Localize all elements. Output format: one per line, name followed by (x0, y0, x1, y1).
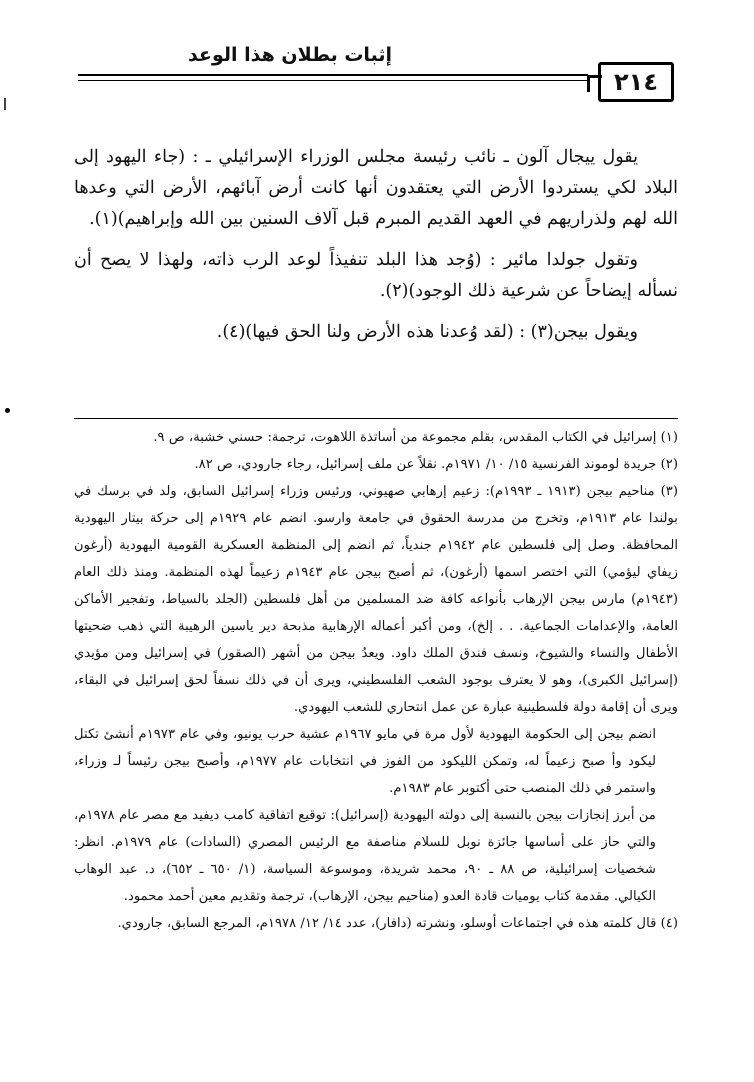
footnote-2: (٢) جريدة لوموند الفرنسية ١٥/ ١٠/ ١٩٧١م. نقلاً عن ملف إسرائيل، رجاء جارودي، ص ٨٢. (194, 457, 678, 472)
margin-dot (5, 408, 10, 413)
running-header-title: إثبات بطلان هذا الوعد (188, 44, 392, 66)
footnote-3-continued: انضم بيجن إلى الحكومة اليهودية لأول مرة في مايو ١٩٦٧م عشية حرب يونيو، وفي عام ١٩٧٣م أنشئ تكتل ليكود وأ صبح زعيماً له، وتمكن الليكود من الفوز في انتخابات عام ١٩٧٧م، وأصبح بيجن رئيساً لـ وزراء، واستمر في ذلك المنصب حتى أكتوبر عام ١٩٨٣م. (74, 727, 656, 796)
paragraph-begin-quote: ويقول بيجن(٣) : (لقد وُعدنا هذه الأرض ولنا الحق فيها)(٤). (216, 322, 638, 342)
footnote-4: (٤) قال كلمته هذه في اجتماعات أوسلو، ونشرته (دافار)، عدد ١٤/ ١٢/ ١٩٧٨م، المرجع السابق، جارودي. (117, 916, 678, 931)
footnote-3: (٣) مناحيم بيجن (١٩١٣ ـ ١٩٩٣م): زعيم إرهابي صهيوني، ورئيس وزراء إسرائيل السابق، ولد في برسك في بولندا عام ١٩١٣م، وتخرج من مدرسة الحقوق في جامعة وارسو. انضم عام ١٩٢٩م إلى حركة بيتار اليهودية المحافظة. وصل إلى فلسطين عام ١٩٤٢م جندياً، ثم انضم إلى المنظمة العسكرية القومية اليهودية (أرغون زيفاي ليؤمي) التي اختصر اسمها (أرغون)، ثم أصبح بيجن عام ١٩٤٣م زعيماً لهذه المنظمة. ومنذ ذلك العام (١٩٤٣م) مارس بيجن الإرهاب بأنواعه كافة ضد المسلمين من أهل فلسطين (الجلد بالسياط، وتفجير الأماكن العامة، والإعدامات الجماعية. . . إلخ)، ومن أكبر أعماله الإرهابية مذبحة دير ياسين الرهيبة التي ذهب ضحيتها الأطفال والنساء والشيوخ، ونسف فندق الملك داود. ويعدُ بيجن من أشهر (الصقور) في إسرائيل ومن مؤيدي (إسرائيل الكبرى)، وهو لا يعترف بوجود الشعب الفلسطيني، ويرى أن في ذلك نسفاً لحق إسرائيل في البقاء، ويرى أن إقامة دولة فلسطينية عبارة عن عمل انتحاري للشعب اليهودي. (74, 484, 678, 715)
main-text (74, 142, 678, 358)
footnote-separator (74, 418, 678, 419)
paragraph-allon-quote: يقول ييجال آلون ـ نائب رئيسة مجلس الوزراء الإسرائيلي ـ : (جاء اليهود إلى البلاد لكي يستردوا الأرض التي يعتقدون أنها كانت أرض آبائهم، الأرض التي وعدها الله لهم ولذراريهم في العهد القديم المبرم قبل آلاف السنين بين الله وإبراهيم)(١). (74, 147, 678, 229)
paragraph-meir-quote: وتقول جولدا مائير : (وُجد هذا البلد تنفيذاً لوعد الرب ذاته، ولهذا لا يصح أن نسأله إيضاحاً عن شرعية ذلك الوجود)(٢). (74, 250, 678, 301)
page-number: ٢١٤ (598, 62, 674, 102)
footnote-3-achievements: من أبرز إنجازات بيجن بالنسبة إلى دولته اليهودية (إسرائيل): توقيع اتفاقية كامب ديفيد مع مصر عام ١٩٧٨م، والتي حاز على أساسها جائزة نوبل للسلام مناصفة مع الرئيس المصري (السادات) عام ١٩٧٩م. انظر: شخصيات إسرائيلية، ص ٨٨ ـ ٩٠، محمد شريدة، وموسوعة السياسة، (١/ ٦٥٠ ـ ٦٥٢)، د. عبد الوهاب الكيالي. مقدمة كتاب يوميات قادة العدو (مناحيم بيجن، الإرهاب)، ترجمة وتقديم معين أحمد محمود. (74, 808, 657, 904)
margin-mark (4, 98, 6, 110)
footnotes (74, 424, 678, 937)
header-rule-thick (78, 74, 588, 76)
footnote-1: (١) إسرائيل في الكتاب المقدس، بقلم مجموعة من أساتذة اللاهوت، ترجمة: حسني خشبة، ص ٩. (153, 430, 678, 445)
header-rule-thin (78, 80, 588, 81)
